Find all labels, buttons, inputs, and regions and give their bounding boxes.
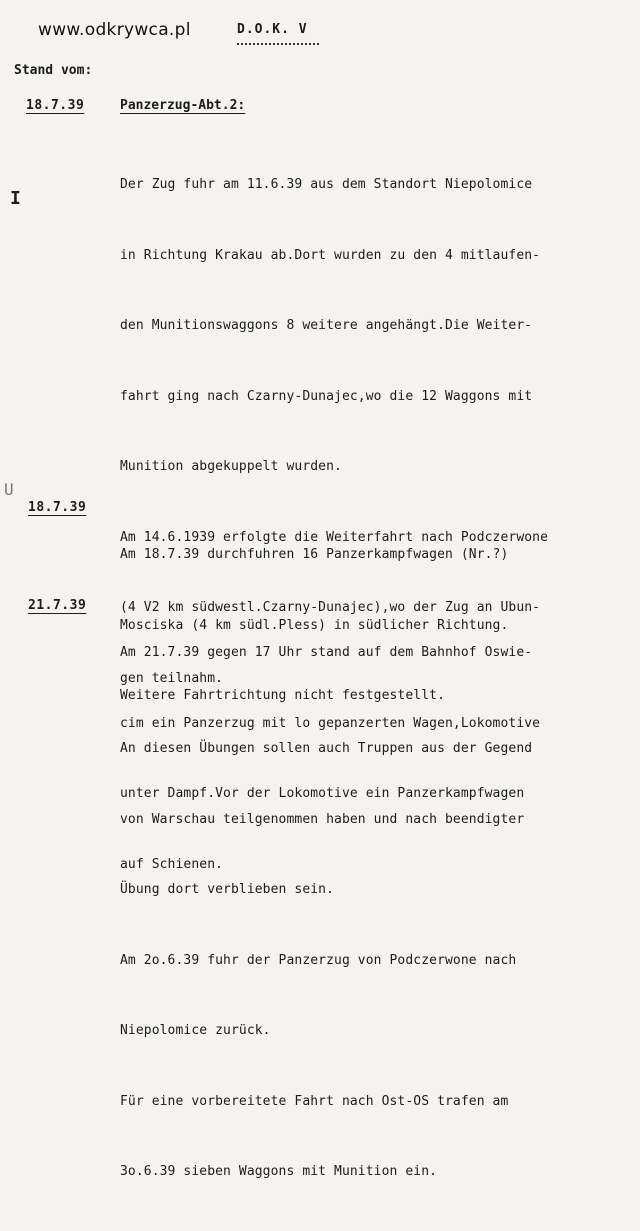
entry-title: Panzerzug-Abt.2: bbox=[120, 98, 246, 113]
text-line: Für eine vorbereitete Fahrt nach Ost-OS trafen am bbox=[120, 1093, 509, 1109]
text-line: Übung dort verblieben sein. bbox=[120, 882, 335, 897]
heading-underline bbox=[237, 43, 319, 45]
entry-date: 18.7.39 bbox=[28, 500, 87, 515]
text-line: Mosciska (4 km südl.Pless) in südlicher Richtung. bbox=[120, 617, 509, 633]
watermark-text: www.odkrywca.pl bbox=[38, 20, 191, 40]
text-line: An diesen Übungen sollen auch Truppen aus der Gegend bbox=[120, 741, 533, 756]
text-line: auf Schienen. bbox=[120, 856, 224, 872]
text-line: Am 21.7.39 gegen 17 Uhr stand auf dem Bahnhof Oswie- bbox=[120, 645, 533, 660]
entry-body bbox=[120, 594, 540, 923]
text-line: Munition abgekuppelt wurden. bbox=[120, 459, 342, 474]
stand-label: Stand vom: bbox=[14, 63, 93, 78]
text-line: den Munitionswaggons 8 weitere angehängt.Die Weiter- bbox=[120, 318, 533, 333]
document-code: D.O.K. V bbox=[237, 22, 308, 37]
margin-mark: I bbox=[10, 188, 21, 209]
text-line: (4 V2 km südwestl.Czarny-Dunajec),wo der Zug an Ubun- bbox=[120, 600, 541, 615]
text-line: in Richtung Krakau ab.Dort wurden zu den 4 mitlaufen- bbox=[120, 247, 541, 263]
entry-date: 18.7.39 bbox=[26, 98, 85, 113]
text-line: Weitere Fahrtrichtung nicht festgestellt. bbox=[120, 688, 445, 703]
entry-date: 21.7.39 bbox=[28, 598, 87, 613]
text-line: Am 14.6.1939 erfolgte die Weiterfahrt nach Podczerwone bbox=[120, 529, 549, 545]
text-line: von Warschau teilgenommen haben und nach beendigter bbox=[120, 811, 525, 827]
text-line: Der Zug fuhr am 11.6.39 aus dem Standort Niepolomice bbox=[120, 177, 533, 192]
margin-mark: U bbox=[4, 480, 14, 499]
text-line: cim ein Panzerzug mit lo gepanzerten Wagen,Lokomotive bbox=[120, 715, 541, 731]
text-line: Niepolomice zurück. bbox=[120, 1023, 271, 1038]
text-line: gen teilnahm. bbox=[120, 670, 224, 686]
text-line: fahrt ging nach Czarny-Dunajec,wo die 12 Waggons mit bbox=[120, 388, 533, 404]
text-line: Am 18.7.39 durchfuhren 16 Panzerkampfwagen (Nr.?) bbox=[120, 547, 509, 562]
text-line: 3o.6.39 sieben Waggons mit Munition ein. bbox=[120, 1164, 438, 1179]
text-line: unter Dampf.Vor der Lokomotive ein Panzerkampfwagen bbox=[120, 786, 525, 801]
text-line: Am 2o.6.39 fuhr der Panzerzug von Podczerwone nach bbox=[120, 952, 517, 968]
